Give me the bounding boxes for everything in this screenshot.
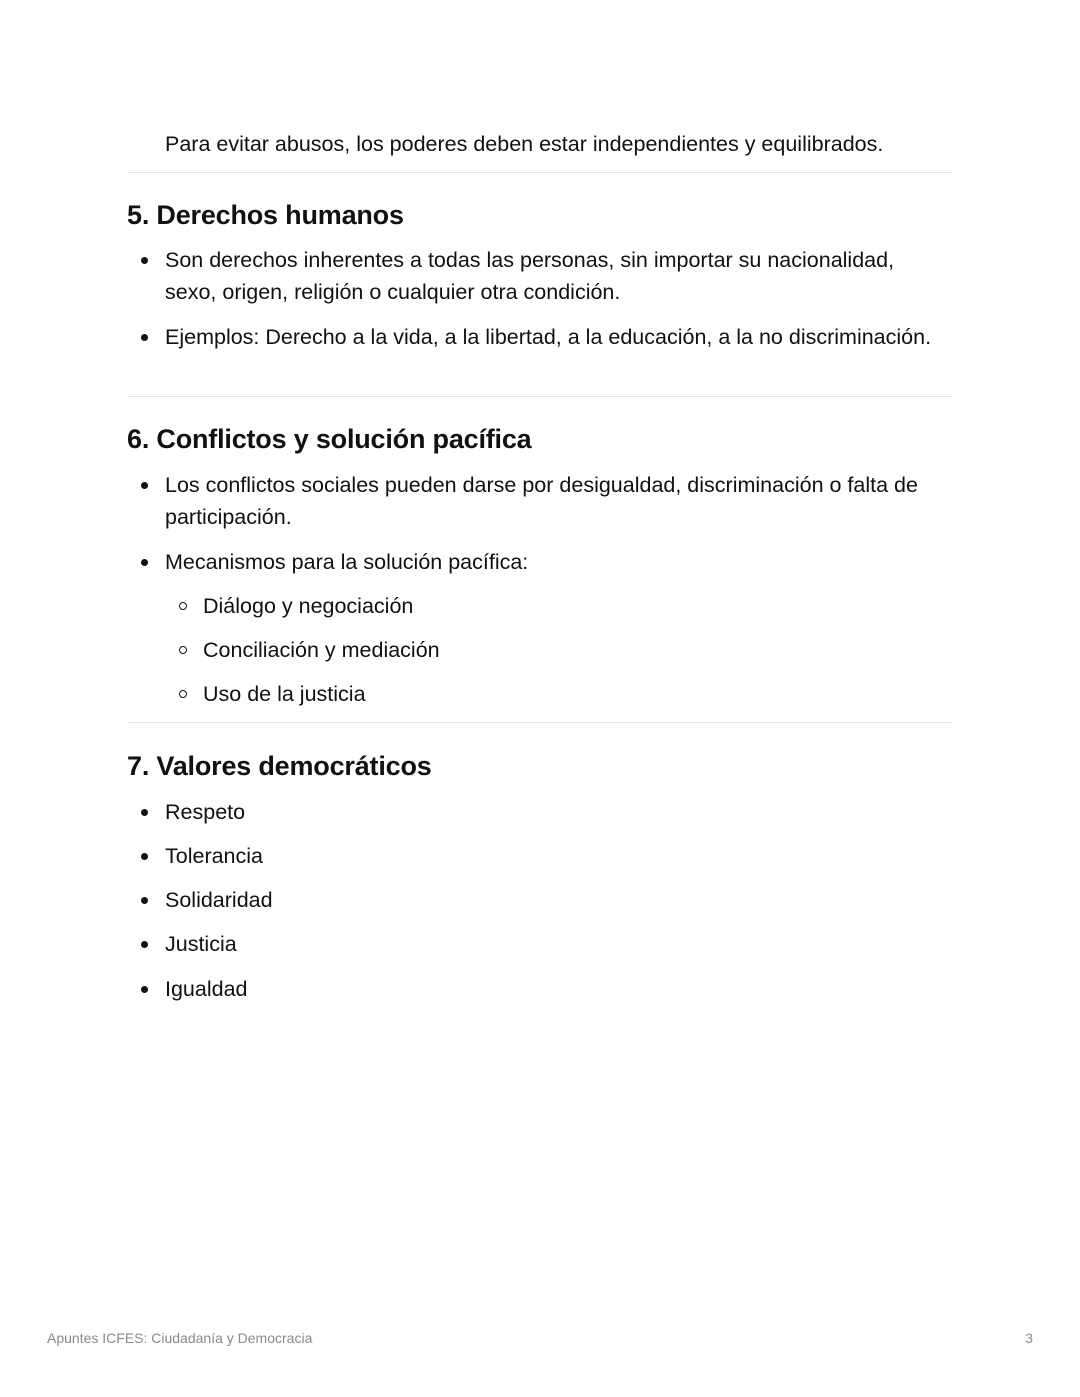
- footer-document-title: Apuntes ICFES: Ciudadanía y Democracia: [47, 1330, 313, 1346]
- section-title-derechos-humanos: 5. Derechos humanos: [127, 200, 404, 230]
- sub-list-item: Conciliación y mediación: [203, 634, 440, 666]
- list-item: Igualdad: [165, 973, 945, 1005]
- list-item: Mecanismos para la solución pacífica:: [165, 546, 945, 578]
- list-item: Son derechos inherentes a todas las personas, sin importar su nacionalidad, sexo, origen, religión o cualquier otra condición.: [165, 244, 945, 308]
- list-item: Justicia: [165, 928, 945, 960]
- divider: [127, 722, 953, 723]
- intro-paragraph: Para evitar abusos, los poderes deben estar independientes y equilibrados.: [165, 132, 884, 156]
- sub-list-item: Uso de la justicia: [203, 678, 366, 710]
- sub-list-item: Diálogo y negociación: [203, 590, 413, 622]
- section-title-conflictos: 6. Conflictos y solución pacífica: [127, 424, 532, 454]
- footer-page-number: 3: [1025, 1330, 1033, 1346]
- list-item: Tolerancia: [165, 840, 945, 872]
- list-item: Solidaridad: [165, 884, 945, 916]
- list-item: Respeto: [165, 796, 945, 828]
- divider: [127, 172, 953, 173]
- section-title-valores: 7. Valores democráticos: [127, 751, 432, 781]
- list-item: Ejemplos: Derecho a la vida, a la libertad, a la educación, a la no discriminación.: [165, 321, 945, 353]
- divider: [127, 396, 953, 397]
- list-item: Los conflictos sociales pueden darse por desigualdad, discriminación o falta de participación.: [165, 469, 945, 533]
